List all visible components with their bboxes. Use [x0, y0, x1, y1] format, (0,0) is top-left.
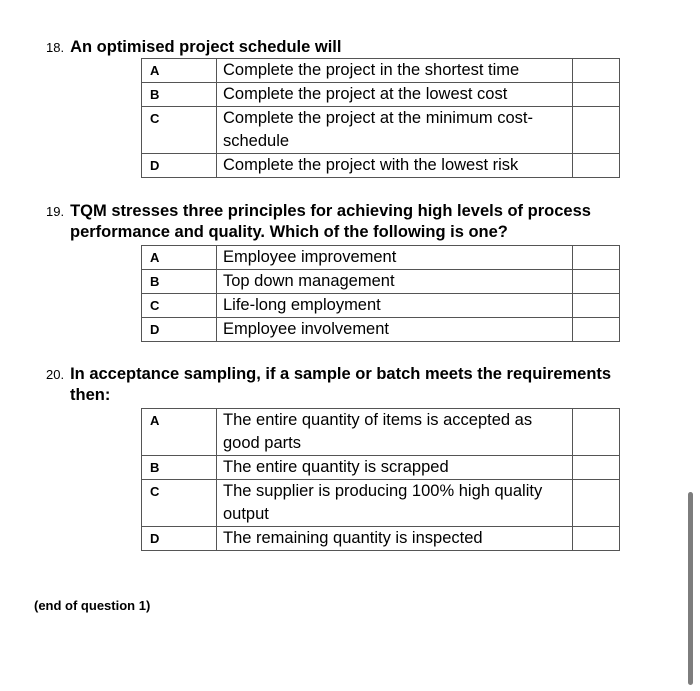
- option-text: The supplier is producing 100% high quality output: [217, 480, 573, 527]
- option-text: Employee improvement: [217, 246, 573, 270]
- option-row-d: [142, 154, 620, 178]
- option-letter: A: [142, 246, 217, 270]
- question-text: An optimised project schedule will: [70, 38, 342, 56]
- option-letter: B: [142, 456, 217, 480]
- option-text: Complete the project at the minimum cost-schedule: [217, 107, 573, 154]
- vertical-scrollbar[interactable]: [688, 492, 693, 685]
- answer-cell[interactable]: [573, 83, 620, 107]
- question-number: 18.: [46, 40, 65, 55]
- answer-cell[interactable]: [573, 409, 620, 456]
- option-letter: C: [142, 107, 217, 154]
- option-text: Life-long employment: [217, 294, 573, 318]
- answer-cell[interactable]: [573, 246, 620, 270]
- option-row-c: [142, 107, 620, 154]
- question-number: 19.: [46, 204, 65, 219]
- option-text: Top down management: [217, 270, 573, 294]
- option-text: The entire quantity is scrapped: [217, 456, 573, 480]
- option-row-b: [142, 456, 620, 480]
- question-19-options-table: [141, 245, 620, 342]
- question-19-stem: [46, 201, 591, 243]
- question-20-stem: [46, 364, 611, 406]
- option-row-b: [142, 83, 620, 107]
- question-20-options-table: [141, 408, 620, 551]
- option-letter: A: [142, 409, 217, 456]
- option-text: Complete the project with the lowest risk: [217, 154, 573, 178]
- option-text: Employee involvement: [217, 318, 573, 342]
- option-row-d: [142, 527, 620, 551]
- option-letter: A: [142, 59, 217, 83]
- answer-cell[interactable]: [573, 480, 620, 527]
- option-letter: C: [142, 480, 217, 527]
- question-18-stem: [46, 37, 341, 58]
- option-row-a: [142, 59, 620, 83]
- option-text: Complete the project in the shortest time: [217, 59, 573, 83]
- answer-cell[interactable]: [573, 270, 620, 294]
- option-text: Complete the project at the lowest cost: [217, 83, 573, 107]
- option-text: The entire quantity of items is accepted as good parts: [217, 409, 573, 456]
- option-row-c: [142, 294, 620, 318]
- question-text-line2: performance and quality. Which of the following is one?: [70, 223, 508, 241]
- question-text-line2: then:: [70, 386, 111, 404]
- question-number: 20.: [46, 367, 65, 382]
- option-letter: D: [142, 154, 217, 178]
- question-text-line1: In acceptance sampling, if a sample or batch meets the requirements: [70, 365, 612, 383]
- option-row-a: [142, 409, 620, 456]
- answer-cell[interactable]: [573, 59, 620, 83]
- option-row-a: [142, 246, 620, 270]
- answer-cell[interactable]: [573, 107, 620, 154]
- option-text: The remaining quantity is inspected: [217, 527, 573, 551]
- option-row-c: [142, 480, 620, 527]
- answer-cell[interactable]: [573, 527, 620, 551]
- end-of-question-note: (end of question 1): [34, 598, 151, 613]
- answer-cell[interactable]: [573, 318, 620, 342]
- question-18-options-table: [141, 58, 620, 178]
- option-letter: D: [142, 527, 217, 551]
- option-row-b: [142, 270, 620, 294]
- option-letter: C: [142, 294, 217, 318]
- answer-cell[interactable]: [573, 154, 620, 178]
- option-letter: B: [142, 270, 217, 294]
- option-letter: D: [142, 318, 217, 342]
- answer-cell[interactable]: [573, 456, 620, 480]
- option-letter: B: [142, 83, 217, 107]
- option-row-d: [142, 318, 620, 342]
- answer-cell[interactable]: [573, 294, 620, 318]
- question-text-line1: TQM stresses three principles for achieving high levels of process: [70, 202, 591, 220]
